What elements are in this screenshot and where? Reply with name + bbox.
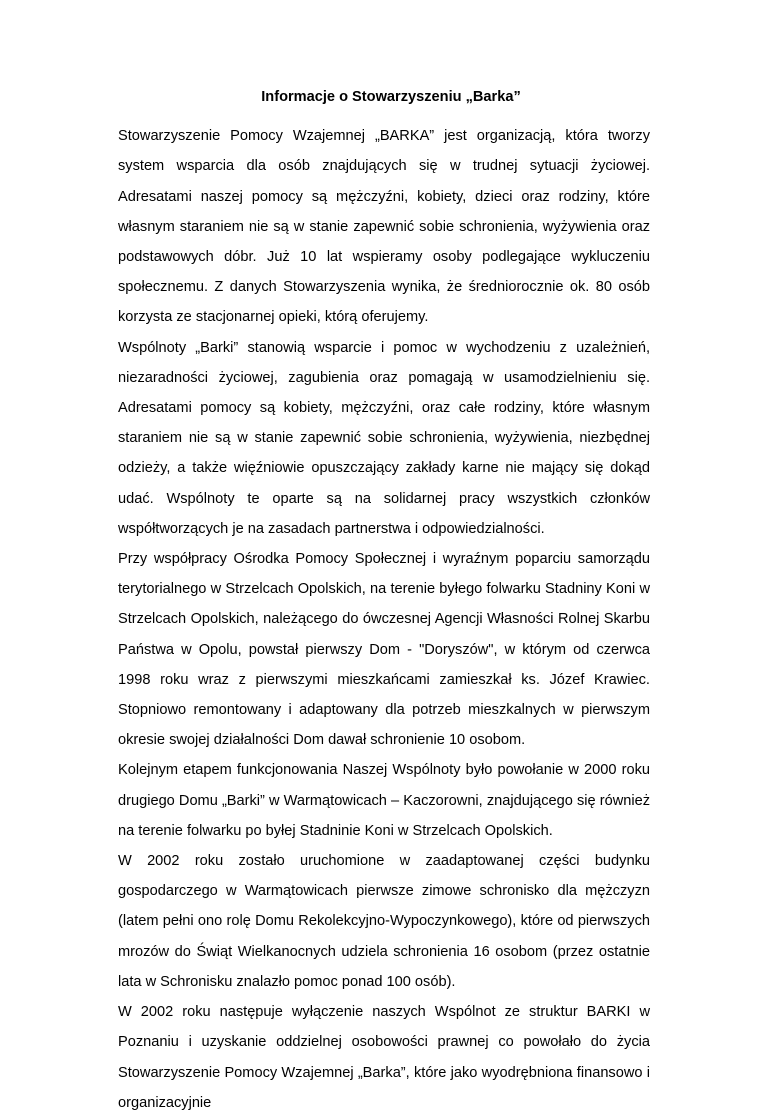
paragraph-second-house: Kolejnym etapem funkcjonowania Naszej Wspólnoty było powołanie w 2000 roku drugiego Domu „Barki” w Warmątowicach – Kaczorowni, znajdującego się również na terenie folwarku po byłej Stadninie Koni w Strzelcach Opolskich. [118,762,650,839]
paragraph-winter-shelter: W 2002 roku zostało uruchomione w zaadaptowanej części budynku gospodarczego w Warmątowicach pierwsze zimowe schronisko dla mężczyzn (latem pełni ono rolę Domu Rekolekcyjno-Wypoczynkowego), które od pierwszych mrozów do Świąt Wielkanocnych udziela schronienia 16 osobom (przez ostatnie lata w Schronisku znalazło pomoc ponad 100 osób). [118,853,650,990]
document-title: Informacje o Stowarzyszeniu „Barka” [261,89,521,105]
paragraph-communities: Wspólnoty „Barki” stanowią wsparcie i pomoc w wychodzeniu z uzależnień, niezaradności życiowej, zagubienia oraz pomagają w usamodzielnieniu się. Adresatami pomocy są kobiety, mężczyźni, oraz całe rodziny, które własnym staraniem nie są w stanie zapewnić sobie schronienia, wyżywienia, niezbędnej odzieży, a także więźniowie opuszczający zakłady karne nie mający się dokąd udać. Wspólnoty te oparte są na solidarnej pracy wszystkich członków współtworzących je na zasadach partnerstwa i odpowiedzialności. [118,339,650,537]
paragraph-first-house: Przy współpracy Ośrodka Pomocy Społecznej i wyraźnym poparciu samorządu terytorialnego w Strzelcach Opolskich, na terenie byłego folwarku Stadniny Koni w Strzelcach Opolskich, należącego do ówczesnej Agencji Własności Rolnej Skarbu Państwa w Opolu, powstał pierwszy Dom - "Doryszów", w którym od czerwca 1998 roku wraz z pierwszymi mieszkańcami zamieszkał ks. Józef Krawiec. Stopniowo remontowany i adaptowany dla potrzeb mieszkalnych w pierwszym okresie swojej działalności Dom dawał schronienie 10 osobom. [118,551,650,749]
document-body [118,82,650,1118]
paragraph-separation: W 2002 roku następuje wyłączenie naszych Wspólnot ze struktur BARKI w Poznaniu i uzyskanie oddzielnej osobowości prawnej co powołało do życia Stowarzyszenie Pomocy Wzajemnej „Barka”, które jako wyodrębniona finansowo i organizacyjnie [118,1004,650,1111]
paragraph-about-organization: Stowarzyszenie Pomocy Wzajemnej „BARKA” jest organizacją, która tworzy system wsparcia dla osób znajdujących się w trudnej sytuacji życiowej. Adresatami naszej pomocy są mężczyźni, kobiety, dzieci oraz rodziny, które własnym staraniem nie są w stanie zapewnić sobie schronienia, wyżywienia oraz podstawowych dóbr. Już 10 lat wspieramy osoby podlegające wykluczeniu społecznemu. Z danych Stowarzyszenia wynika, że średniorocznie ok. 80 osób korzysta ze stacjonarnej opieki, którą oferujemy. [118,128,650,326]
